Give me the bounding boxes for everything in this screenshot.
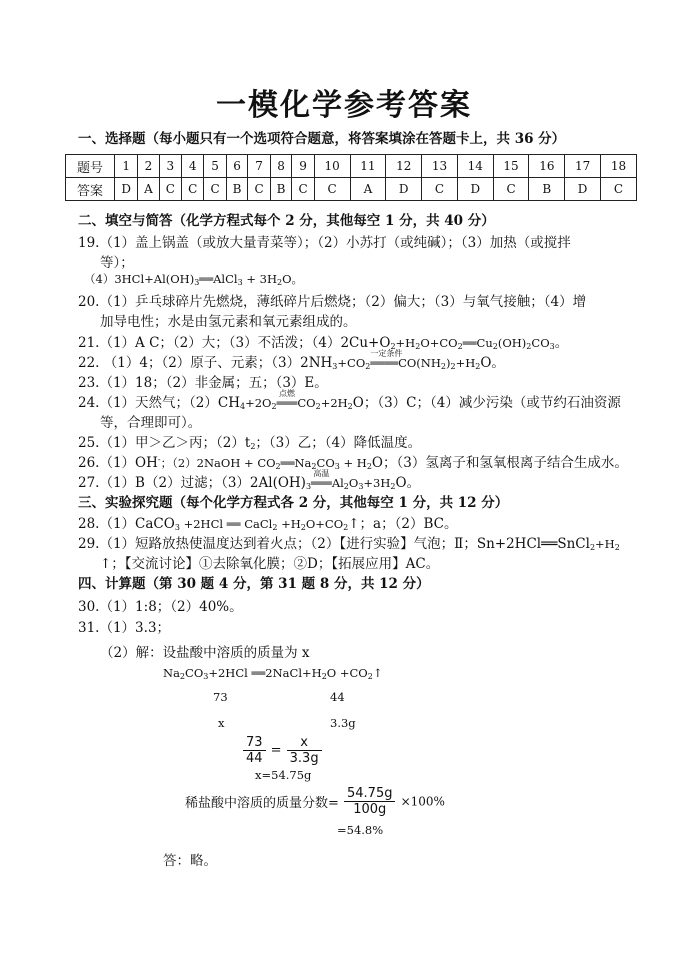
q26-part: O；（3）氢离子和氢氧根离子结合生成水。 <box>371 455 628 471</box>
eq-part: CO <box>185 666 204 680</box>
answer-cell: C <box>204 178 226 201</box>
question-number-cell: 15 <box>493 155 529 178</box>
proportion-equation <box>243 735 322 766</box>
question-number-cell: 2 <box>138 155 159 178</box>
q22-part: O。 <box>480 355 505 371</box>
q19-part: O。 <box>282 272 304 286</box>
fraction-numerator: 73 <box>243 735 266 751</box>
q21-part: CO <box>531 336 550 350</box>
question-number-cell: 7 <box>248 155 270 178</box>
q21-part: ══Cu <box>462 336 493 350</box>
fraction-denominator: 100g <box>353 802 387 817</box>
q24-condition-arrow: 点燃 ═══ <box>276 389 298 410</box>
table-row-answers <box>66 178 637 201</box>
q21-part: (OH) <box>497 336 527 350</box>
q31-line: 31.（1）3.3； <box>78 620 171 636</box>
answer-cell: D <box>457 178 493 201</box>
q27-part: 27.（1）B（2）过滤；（3）2Al(OH) <box>78 475 306 491</box>
q22-part: +CO <box>337 356 366 370</box>
q30-line: 30.（1）1:8；（2）40%。 <box>78 599 243 615</box>
question-number-cell: 10 <box>314 155 350 178</box>
q27-line: 27.（1）B（2）过滤；$(3)2Al(OH)_3$ 高温 $═══Al_2O_3+3H_2O$。 <box>78 469 421 491</box>
fraction-54.75-100 <box>344 786 395 817</box>
question-number-cell: 16 <box>529 155 565 178</box>
question-number-cell: 5 <box>204 155 226 178</box>
q27-condition-arrow: 高温 ═══ <box>311 469 332 490</box>
q23-line: 23.（1）18；（2）非金属；五；（3）E。 <box>78 375 328 391</box>
q27-condition: 高温 <box>313 469 330 478</box>
mass-fraction-line <box>185 786 445 817</box>
question-number-cell: 13 <box>422 155 458 178</box>
q26-part: ══Na <box>280 456 312 470</box>
q27-part: +3H <box>363 476 391 490</box>
q24-part: 24.（1）天然气；（2）CH <box>78 395 240 411</box>
answer-cell: B <box>270 178 292 201</box>
q26-part: ；（2）2NaOH + CO <box>160 456 276 470</box>
q28-part: 28.（1）CaCO <box>78 516 175 532</box>
answer-cell: B <box>529 178 565 201</box>
question-number-cell: 4 <box>182 155 204 178</box>
molar-mass-co2: 44 <box>330 690 345 704</box>
q25-part: ；（3）乙；（4）降低温度。 <box>255 435 422 451</box>
q24-condition: 点燃 <box>278 389 295 398</box>
fraction-73-44 <box>243 735 266 766</box>
q21-line: 21.（1）A C；（2）大；（3）不活泼；$(4)2Cu+O_2+H_2O+CO_2══Cu_2(OH)_2CO_3$。 <box>78 335 569 351</box>
row-label-number: 题号 <box>66 155 115 178</box>
mass-fraction-label: 稀盐酸中溶质的质量分数= <box>185 796 339 811</box>
q19-line2: 等）； <box>100 255 134 271</box>
q20-line2: 加导电性；水是由氢元素和氧元素组成的。 <box>100 314 357 330</box>
page-title: 一模化学参考答案 <box>216 88 472 123</box>
answer-cell: B <box>226 178 248 201</box>
mass-co2: 3.3g <box>330 716 356 730</box>
q22-part: 22. （1）4；（2）原子、元素；（3）2NH <box>78 355 333 371</box>
q24-line1: 24.（1）天然气；$(2)CH_4+2O_2$ 点燃 $═══CO_2+2H_2O$；（3）C；（4）减少污染（或节约石油资源 <box>78 389 621 411</box>
q19-line3: $(4)3HCl+Al(OH)_3══AlCl_3 + 3H_2O$。 <box>84 272 304 287</box>
q26-line: 26.（1）OH-；（2）2NaOH + $CO_2══Na_2CO_3 + H_2O$；（3）氢离子和氢氧根离子结合生成水。 <box>78 455 628 471</box>
q27-part: Al <box>331 476 344 490</box>
q27-part: O。 <box>395 475 421 491</box>
answer-cell: C <box>314 178 350 201</box>
question-number-cell: 12 <box>386 155 422 178</box>
q29-line2: ↑；【交流讨论】①去除氧化膜；②D；【拓展应用】AC。 <box>100 556 440 572</box>
eq-part: O +CO <box>326 666 368 680</box>
q21-part: +H <box>395 336 416 350</box>
q25-line: 25.（1）甲＞乙＞丙；$(2)t_2$；（3）乙；（4）降低温度。 <box>78 435 422 451</box>
answer-cell: C <box>601 178 637 201</box>
q28-line: 28.（1）CaCO$_3$ +2HCl ══ CaCl$_2$ $+H_2O+CO_2↑$；a；（2）BC。 <box>78 516 458 532</box>
table-row-numbers <box>66 155 637 178</box>
q29-part: 29.（1）短路放热使温度达到着火点；（2）【进行实验】气泡；Ⅱ；Sn+2HCl══SnCl <box>78 536 590 552</box>
answer-cell: D <box>115 178 138 201</box>
question-number-cell: 8 <box>270 155 292 178</box>
fraction-denominator: 44 <box>246 751 263 766</box>
q24-part: O；（3）C；（4）减少污染（或节约石油资源 <box>352 395 621 411</box>
question-number-cell: 3 <box>159 155 181 178</box>
q26-part: CO <box>316 456 335 470</box>
unknown-x: x <box>218 716 225 730</box>
section-3-heading: 三、实验探究题（每个化学方程式各 2 分，其他每空 1 分，共 12 分） <box>78 495 509 511</box>
x-value: x=54.75g <box>255 768 312 782</box>
question-number-cell: 1 <box>115 155 138 178</box>
question-number-cell: 17 <box>565 155 601 178</box>
equals-sign: = <box>270 743 282 758</box>
question-number-cell: 18 <box>601 155 637 178</box>
q27-part: O <box>348 476 359 490</box>
q28-part: +2HCl ══ CaCl <box>179 517 273 531</box>
q25-part: 25.（1）甲＞乙＞丙；（2）t <box>78 435 251 451</box>
answer-cell: C <box>182 178 204 201</box>
q22-condition-arrow: 一定条件 ════ <box>370 349 403 370</box>
q21-part: 。 <box>554 335 569 351</box>
answer-cell: A <box>350 178 386 201</box>
final-result: =54.8% <box>337 823 384 837</box>
answer-cell: C <box>248 178 270 201</box>
section-2-heading: 二、填空与简答（化学方程式每个 2 分，其他每空 1 分，共 40 分） <box>78 213 495 229</box>
answer-table <box>65 154 637 201</box>
q29-part: +H <box>595 537 615 551</box>
q28-part: +H <box>277 517 301 531</box>
fraction-denominator: 3.3g <box>289 751 319 766</box>
solution-intro: （2）解：设盐酸中溶质的质量为 x <box>100 645 310 661</box>
reaction-equation: $Na_2CO_3+2HCl$ $══2NaCl+H_2O$ $+CO_2↑$ <box>163 666 383 681</box>
q24-part: CO <box>297 396 316 410</box>
fraction-numerator: 54.75g <box>344 786 395 802</box>
q22-part: ) <box>445 356 451 370</box>
q22-line: 22. （1）4；（2）原子、元素；$(3)2NH_3+CO_2$ 一定条件 $════CO(NH_2)_2+H_2O$。 <box>78 349 505 371</box>
section-1-heading: 一、选择题（每小题只有一个选项符合题意，将答案填涂在答题卡上，共 36 分） <box>78 131 566 147</box>
answer-cell: D <box>386 178 422 201</box>
q22-condition: 一定条件 <box>370 349 403 358</box>
answer-cell: C <box>292 178 314 201</box>
question-number-cell: 14 <box>457 155 493 178</box>
q19-part: （4）3HCl+Al(OH) <box>84 272 195 286</box>
question-number-cell: 6 <box>226 155 248 178</box>
q19-part: + 3H <box>242 272 277 286</box>
q24-part: +2H <box>320 396 348 410</box>
fraction-x-3.3g <box>287 735 322 766</box>
q22-part: +H <box>455 356 476 370</box>
q24-line2: 等，合理即可）。 <box>100 415 202 431</box>
row-label-answer: 答案 <box>66 178 115 201</box>
fraction-numerator: x <box>287 735 322 751</box>
answer-cell: A <box>138 178 159 201</box>
q19-line1: 19.（1）盖上锅盖（或放大量青菜等）；（2）小苏打（或纯碱）；（3）加热（或搅拌 <box>78 235 571 251</box>
q29-line1: 29.（1）短路放热使温度达到着火点；（2）【进行实验】气泡；Ⅱ；$Sn+2HCl══SnCl_2+H_2$ <box>78 536 620 552</box>
q21-part: 21.（1）A C；（2）大；（3）不活泼；（4）2Cu+O <box>78 335 391 351</box>
q28-part: O+CO <box>305 517 344 531</box>
q20-line1: 20.（1）乒乓球碎片先燃烧，薄纸碎片后燃烧；（2）偏大；（3）与氧气接触；（4）增 <box>78 294 587 310</box>
answer-cell: C <box>422 178 458 201</box>
eq-part: ↑ <box>372 666 383 680</box>
answer-conclusion: 答：略。 <box>163 853 217 869</box>
answer-cell: C <box>159 178 181 201</box>
q26-part: 26.（1）OH <box>78 455 158 471</box>
q21-part: O+CO <box>420 336 458 350</box>
question-number-cell: 9 <box>292 155 314 178</box>
section-4-heading: 四、计算题（第 30 题 4 分，第 31 题 8 分，共 12 分） <box>78 576 430 592</box>
q24-part: +2O <box>245 396 272 410</box>
question-number-cell: 11 <box>350 155 386 178</box>
q28-part: ↑；a；（2）BC。 <box>348 516 458 532</box>
answer-cell: D <box>565 178 601 201</box>
answer-cell: C <box>493 178 529 201</box>
molar-mass-hcl: 73 <box>213 690 228 704</box>
q26-part: + H <box>339 456 367 470</box>
times-100-percent: ×100% <box>400 794 445 809</box>
eq-part: Na <box>163 666 180 680</box>
q22-part: CO(NH <box>398 356 441 370</box>
q19-part: ══AlCl <box>199 272 238 286</box>
eq-part: +2HCl ══2NaCl+H <box>208 666 322 680</box>
